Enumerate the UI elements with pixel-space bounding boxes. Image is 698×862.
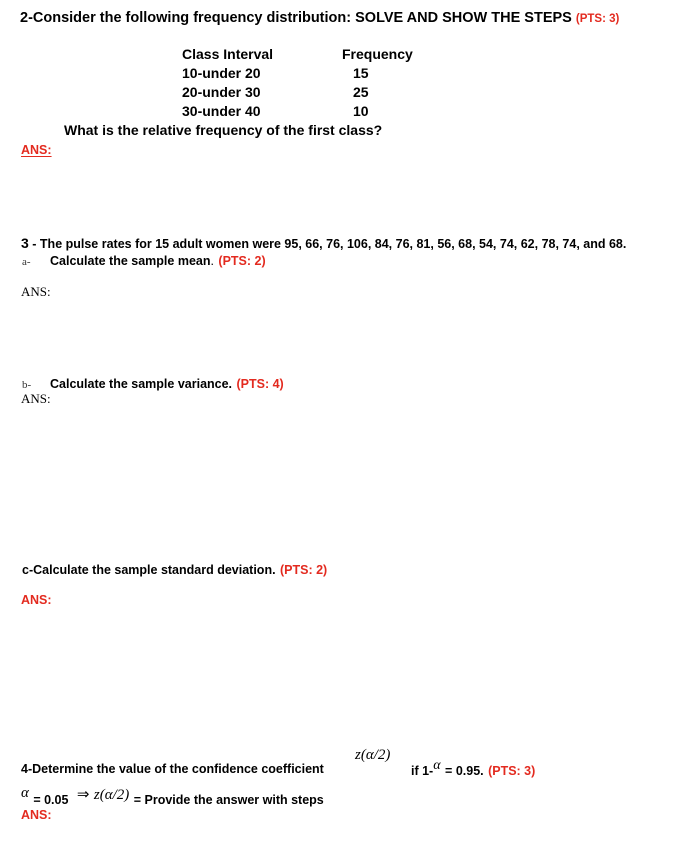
q3b-text: Calculate the sample variance. — [50, 377, 233, 391]
q4-alpha-value: = 0.05 — [33, 793, 69, 807]
q3-text: - The pulse rates for 15 adult women were 95, 66, 76, 106, 84, 76, 81, 56, 68, 54, 74, 62, 78, 74, and 68. — [32, 237, 627, 251]
q3b-answer-label: ANS: — [21, 391, 51, 406]
table-header-frequency: Frequency — [342, 46, 413, 62]
q3-prompt — [21, 235, 626, 251]
q4-z-alpha-2-formula: z(α/2) — [93, 787, 130, 803]
q3c-points: (PTS: 2) — [280, 563, 328, 577]
q4-text: 4-Determine the value of the confidence coefficient — [21, 762, 324, 776]
table-row-freq: 10 — [353, 103, 369, 119]
q3c-text: c-Calculate the sample standard deviation. — [22, 563, 276, 577]
q3a-marker: a- — [22, 256, 31, 268]
q4-z-alpha-2-formula: z(α/2) — [355, 747, 391, 763]
q3b-marker: b- — [22, 379, 32, 391]
q3a-period: . — [210, 254, 214, 268]
table-row-freq: 15 — [353, 65, 369, 81]
q4-alpha-symbol: α — [433, 758, 441, 773]
table-row-interval: 30-under 40 — [182, 103, 261, 119]
q3a-text: Calculate the sample mean — [50, 254, 211, 268]
q4-provide-instruction: = Provide the answer with steps — [133, 793, 324, 807]
q3c-line — [22, 561, 327, 579]
q2-question: What is the relative frequency of the first class? — [64, 122, 383, 138]
q3b-points: (PTS: 4) — [236, 377, 284, 391]
table-header-interval: Class Interval — [182, 46, 274, 62]
table-row-interval: 10-under 20 — [182, 65, 261, 81]
q3-number: 3 — [21, 235, 29, 251]
q2-points: (PTS: 3) — [575, 13, 620, 25]
q4-alpha-symbol: α — [21, 785, 29, 801]
q2-title — [20, 10, 619, 26]
q4-condition-prefix: if 1- — [411, 764, 434, 778]
q3c-answer-label: ANS: — [21, 593, 52, 607]
q2-title-text: 2-Consider the following frequency distribution: SOLVE AND SHOW THE STEPS — [20, 10, 572, 26]
q2-answer-label: ANS: — [21, 143, 52, 157]
table-row-freq: 25 — [353, 84, 369, 100]
q3b-line — [22, 375, 284, 393]
implies-arrow-icon: ⇒ — [76, 787, 90, 803]
q4-points: (PTS: 3) — [488, 764, 536, 778]
q4-condition-value: = 0.95. — [445, 764, 484, 778]
q3a-points: (PTS: 2) — [218, 254, 266, 268]
q4-answer-label: ANS: — [21, 808, 52, 822]
table-row-interval: 20-under 30 — [182, 84, 261, 100]
q3a-answer-label: ANS: — [21, 284, 51, 299]
q4-condition — [411, 758, 536, 780]
q4-alpha-line — [21, 785, 324, 807]
q3a-line — [22, 252, 266, 270]
